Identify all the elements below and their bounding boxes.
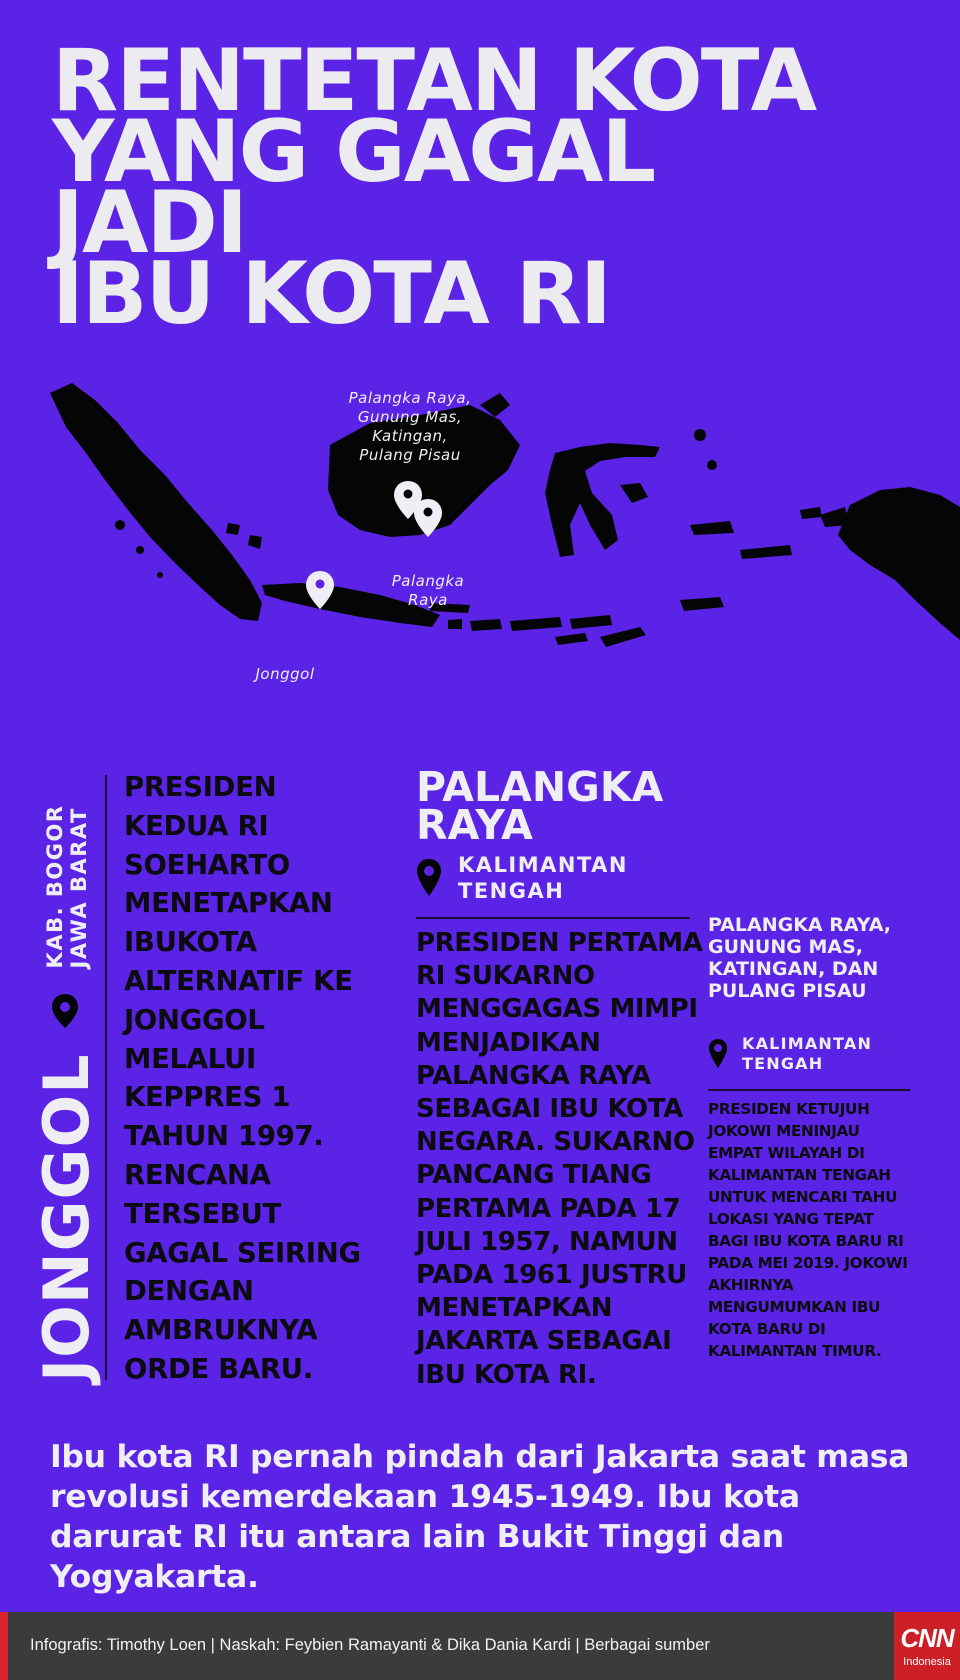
palangka-region-line-2: TENGAH [458, 879, 565, 903]
kalteng-region-line-2: TENGAH [742, 1054, 824, 1073]
palangka-title-line-1: PALANGKA [416, 763, 664, 811]
divider-vertical [105, 775, 107, 1380]
jonggol-location-line-2: JAWA BARAT [67, 807, 91, 969]
divider-horizontal [416, 917, 690, 919]
jonggol-location [43, 804, 91, 968]
jonggol-title: JONGGOL [30, 1053, 103, 1382]
cnn-logo-text: CNN [900, 1623, 954, 1653]
footer-accent [0, 1612, 8, 1680]
kalteng-region-text [742, 1034, 872, 1074]
map-label-jonggol: Jonggol [255, 665, 315, 683]
indonesia-map-graphic [0, 375, 960, 725]
palangka-region-text [458, 852, 628, 904]
kalteng-region-line-1: KALIMANTAN [742, 1034, 873, 1053]
palangka-title-line-2: RAYA [416, 801, 533, 849]
map-label-kalteng: Palangka Raya, Gunung Mas, Katingan, Pulang Pisau [348, 389, 472, 464]
footer [0, 1612, 960, 1680]
indonesia-map [0, 375, 960, 725]
jonggol-description: PRESIDEN KEDUA RI SOEHARTO MENETAPKAN IBUKOTA ALTERNATIF KE JONGGOL MELALUI KEPPRES 1 TAHUN 1997. RENCANA TERSEBUT GAGAL SEIRING DENGAN AMBRUKNYA ORDE BARU. [124, 771, 361, 1385]
palangka-region-line-1: KALIMANTAN [458, 853, 628, 877]
cnn-logo [894, 1612, 960, 1680]
jonggol-heading [30, 804, 103, 1382]
map-label-palangka: Palangka Raya [391, 572, 465, 609]
location-pin-icon [416, 858, 442, 898]
title-line-1: RENTETAN KOTA [52, 31, 816, 131]
palangka-region [416, 852, 696, 904]
kalteng-title: PALANGKA RAYA, GUNUNG MAS, KATINGAN, DAN PULANG PISAU [708, 914, 891, 1002]
kalteng-description: PRESIDEN KETUJUH JOKOWI MENINJAU EMPAT WILAYAH DI KALIMANTAN TENGAH UNTUK MENCARI TAHU LOKASI YANG TEPAT BAGI IBU KOTA BARU RI PADA MEI 2019. JOKOWI AKHIRNYA MENGUMUMKAN IBU KOTA BARU DI KALIMANTAN TIMUR. [708, 1100, 908, 1360]
jonggol-location-line-1: KAB. BOGOR [43, 804, 67, 969]
title-line-4: IBU KOTA RI [52, 244, 610, 344]
cnn-logo-subtext: Indonesia [903, 1656, 951, 1668]
summary-text: Ibu kota RI pernah pindah dari Jakarta saat masa revolusi kemerdekaan 1945-1949. Ibu kota darurat RI itu antara lain Bukit Tinggi dan Yogyakarta. [50, 1439, 910, 1595]
footer-credit: Infografis: Timothy Loen | Naskah: Feybien Ramayanti & Dika Dania Kardi | Berbagai sumber [30, 1636, 710, 1654]
location-pin-icon [708, 1038, 728, 1070]
title-line-2: YANG GAGAL [52, 102, 655, 202]
location-pin-icon [52, 991, 83, 1031]
divider-horizontal [708, 1089, 910, 1091]
kalteng-region [708, 1034, 872, 1074]
palangka-description: PRESIDEN PERTAMA RI SUKARNO MENGGAGAS MIMPI MENJADIKAN PALANGKA RAYA SEBAGAI IBU KOTA NEGARA. SUKARNO PANCANG TIANG PERTAMA PADA 17 JULI 1957, NAMUN PADA 1961 JUSTRU MENETAPKAN JAKARTA SEBAGAI IBU KOTA RI. [416, 928, 703, 1390]
palangka-title [416, 763, 716, 849]
page-title [52, 31, 932, 344]
title-line-3: JADI [52, 173, 246, 273]
